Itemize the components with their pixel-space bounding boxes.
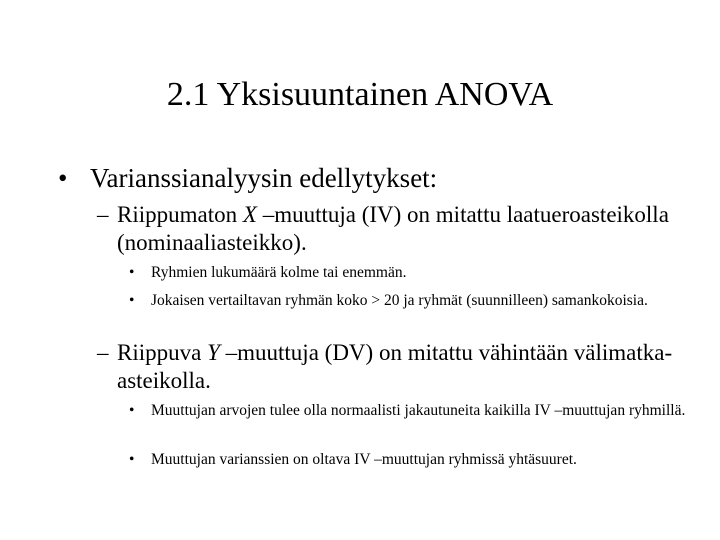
detail-bullet-item (129, 262, 704, 283)
detail-bullet-item (129, 400, 704, 421)
text-segment: –muuttuja (IV) on mitattu laatueroasteikolla (nominaaliasteikko). (117, 202, 669, 255)
sub-bullet-text (117, 201, 707, 257)
main-bullet-text: Varianssianalyysin edellytykset: (90, 163, 438, 193)
slide-title: 2.1 Yksisuuntainen ANOVA (166, 76, 554, 113)
detail-bullet-text: Jokaisen vertailtavan ryhmän koko > 20 ja ryhmät (suunnilleen) samankokoisia. (151, 292, 648, 309)
dash-marker: – (97, 340, 109, 365)
variable-symbol: X (242, 202, 257, 227)
detail-bullet-item (129, 449, 704, 470)
sub-bullet-text (117, 339, 707, 395)
dash-marker: – (97, 202, 109, 227)
detail-bullet-text: Muuttujan arvojen tulee olla normaalisti jakautuneita kaikilla IV –muuttujan ryhmillä. (151, 402, 686, 419)
sub-bullet-item-dependent (97, 339, 707, 395)
variable-symbol: Y (207, 340, 220, 365)
bullet-marker: • (129, 292, 135, 309)
bullet-marker: • (58, 163, 68, 193)
detail-bullet-item (129, 290, 704, 311)
detail-bullet-text: Ryhmien lukumäärä kolme tai enemmän. (151, 264, 407, 281)
text-segment: Riippuva (117, 340, 208, 365)
detail-bullet-text: Muuttujan varianssien on oltava IV –muuttujan ryhmissä yhtäsuuret. (151, 451, 577, 468)
sub-bullet-item-independent (97, 201, 707, 257)
text-segment: –muuttuja (DV) on mitattu vähintään välimatka-asteikolla. (117, 340, 673, 393)
bullet-marker: • (129, 451, 135, 468)
bullet-marker: • (129, 264, 135, 281)
bullet-marker: • (129, 402, 135, 419)
text-segment: Riippumaton (117, 202, 243, 227)
